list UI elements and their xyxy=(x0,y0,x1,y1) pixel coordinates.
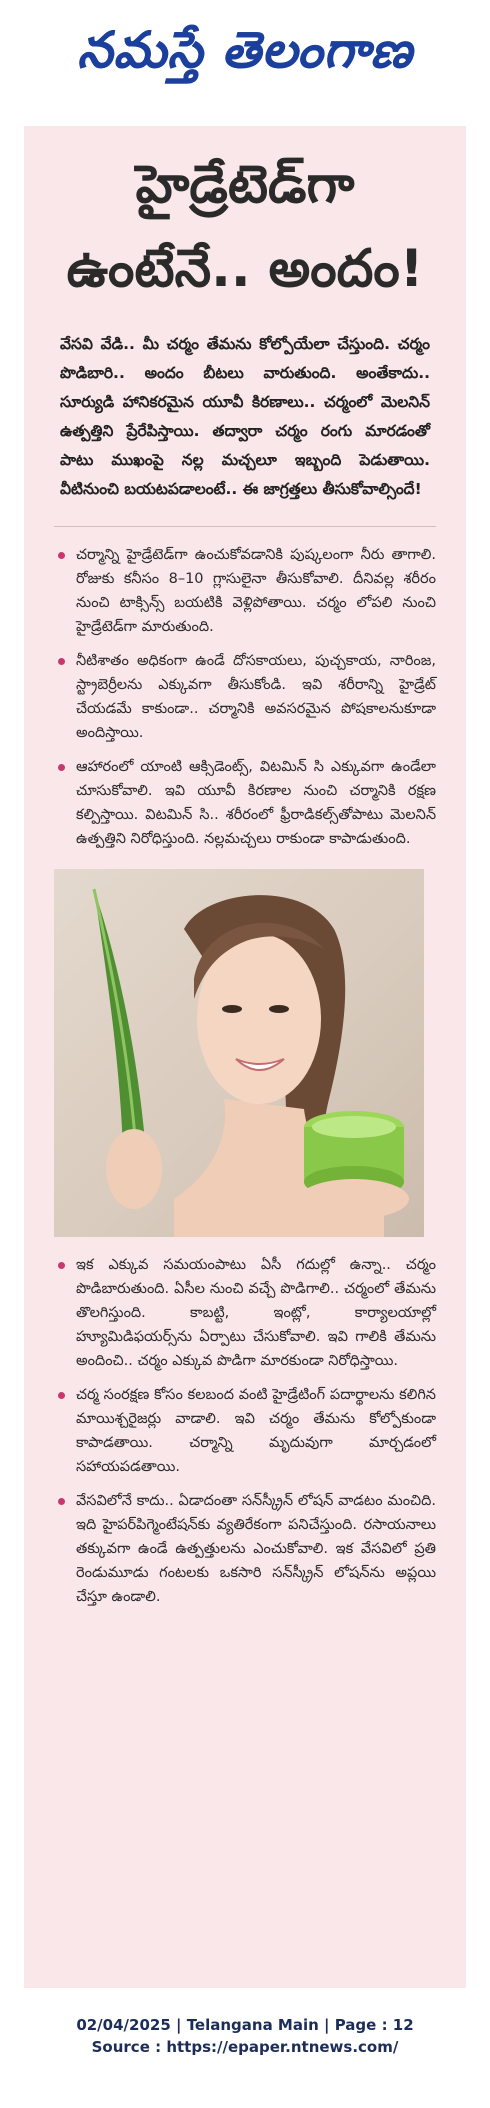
points-list-bottom xyxy=(46,1253,444,1609)
woman-aloe-illustration xyxy=(54,869,424,1237)
bullet-icon xyxy=(58,552,65,559)
headline-line-1: హైడ్రేటెడ్‌గా xyxy=(135,155,355,215)
footer xyxy=(0,2014,490,2058)
list-item: వేసవిలోనే కాదు.. ఏడాదంతా సన్‌స్క్రీన్ లోషన్ వాడటం మంచిది. ఇది హైపర్‌పిగ్మెంటేషన్‌కు వ్యతిరేకంగా పనిచేస్తుంది. రసాయనాలు తక్కువగా ఉండే ఉత్పత్తులను ఎంచుకోవాలి. ఇక వేసవిలో ప్రతి రెండుమూడు గంటలకు ఒకసారి సన్‌స్క్రీన్ లోషన్‌ను అప్లయి చేస్తూ ఉండాలి. xyxy=(54,1489,436,1609)
article-photo xyxy=(54,869,424,1237)
list-item: చర్మాన్ని హైడ్రేటెడ్‌గా ఉంచుకోవడానికి పుష్కలంగా నీరు తాగాలి. రోజుకు కనీసం 8–10 గ్లాసులైనా తీసుకోవాలి. దీనివల్ల శరీరం నుంచి టాక్సిన్స్ బయటికి వెళ్లిపోతాయి. చర్మం లోపలి నుంచి హైడ్రేటెడ్‌గా మారుతుంది. xyxy=(54,543,436,639)
footer-source: Source : https://epaper.ntnews.com/ xyxy=(91,2038,399,2056)
footer-date-page: 02/04/2025 | Telangana Main | Page : 12 xyxy=(76,2016,414,2034)
article xyxy=(24,126,466,1988)
bullet-icon xyxy=(58,658,65,665)
list-item: ఆహారంలో యాంటి ఆక్సిడెంట్స్, విటమిన్ సి ఎక్కువగా ఉండేలా చూసుకోవాలి. ఇవి యూవీ కిరణాల నుంచి చర్మానికి రక్షణ కల్పిస్తాయి. విటమిన్ సి.. శరీరంలో ఫ్రీరాడికల్స్‌తోపాటు మెలనిన్ ఉత్పత్తిని నిరోధిస్తుంది. నల్లమచ్చలు రాకుండా కాపాడుతుంది. xyxy=(54,755,436,851)
masthead-logo: నమస్తే తెలంగాణ xyxy=(77,21,413,79)
points-list-top xyxy=(46,543,444,851)
list-item: ఇక ఎక్కువ సమయంపాటు ఏసీ గదుల్లో ఉన్నా.. చర్మం పొడిబారుతుంది. ఏసీల నుంచి వచ్చే పొడిగాలి.. చర్మంలో తేమను తొలగిస్తుంది. కాబట్టి, ఇంట్లో, కార్యాలయాల్లో హ్యూమిడిఫయర్స్‌ను ఏర్పాటు చేసుకోవాలి. ఇవి గాలికి తేమను అందించి.. చర్మం ఎక్కువ పొడిగా మారకుండా నిరోధిస్తాయి. xyxy=(54,1253,436,1373)
bullet-icon xyxy=(58,1498,65,1505)
list-item: చర్మ సంరక్షణ కోసం కలబంద వంటి హైడ్రేటింగ్ పదార్థాలను కలిగిన మాయిశ్చరైజర్లు వాడాలి. ఇవి చర్మం తేమను కోల్పోకుండా కాపాడతాయి. చర్మాన్ని మృదువుగా మార్చడంలో సహాయపడతాయి. xyxy=(54,1383,436,1479)
headline xyxy=(46,150,444,304)
bullet-icon xyxy=(58,1262,65,1269)
headline-line-2: ఉంటేనే.. అందం! xyxy=(66,239,424,299)
masthead xyxy=(0,0,490,100)
lead-paragraph: వేసవి వేడి.. మీ చర్మం తేమను కోల్పోయేలా చేస్తుంది. చర్మం పొడిబారి.. అందం బీటలు వారుతుంది. అంతేకాదు.. సూర్యుడి హానికరమైన యూవీ కిరణాలు.. చర్మంలో మెలనిన్ ఉత్పత్తిని ప్రేరేపిస్తాయి. తద్వారా చర్మం రంగు మారడంతో పాటు ముఖంపై నల్ల మచ్చలూ ఇబ్బంది పెడుతాయి. వీటినుంచి బయటపడాలంటే.. ఈ జాగ్రత్తలు తీసుకోవాల్సిందే! xyxy=(60,335,430,498)
divider xyxy=(54,526,436,527)
bullet-icon xyxy=(58,764,65,771)
list-item: నీటిశాతం అధికంగా ఉండే దోసకాయలు, పుచ్చకాయ, నారింజ, స్ట్రాబెర్రీలను ఎక్కువగా తీసుకోండి. ఇవి శరీరాన్ని హైడ్రేట్ చేయడమే కాకుండా.. చర్మానికి అవసరమైన పోషకాలనుకూడా అందిస్తాయి. xyxy=(54,649,436,745)
bullet-icon xyxy=(58,1392,65,1399)
